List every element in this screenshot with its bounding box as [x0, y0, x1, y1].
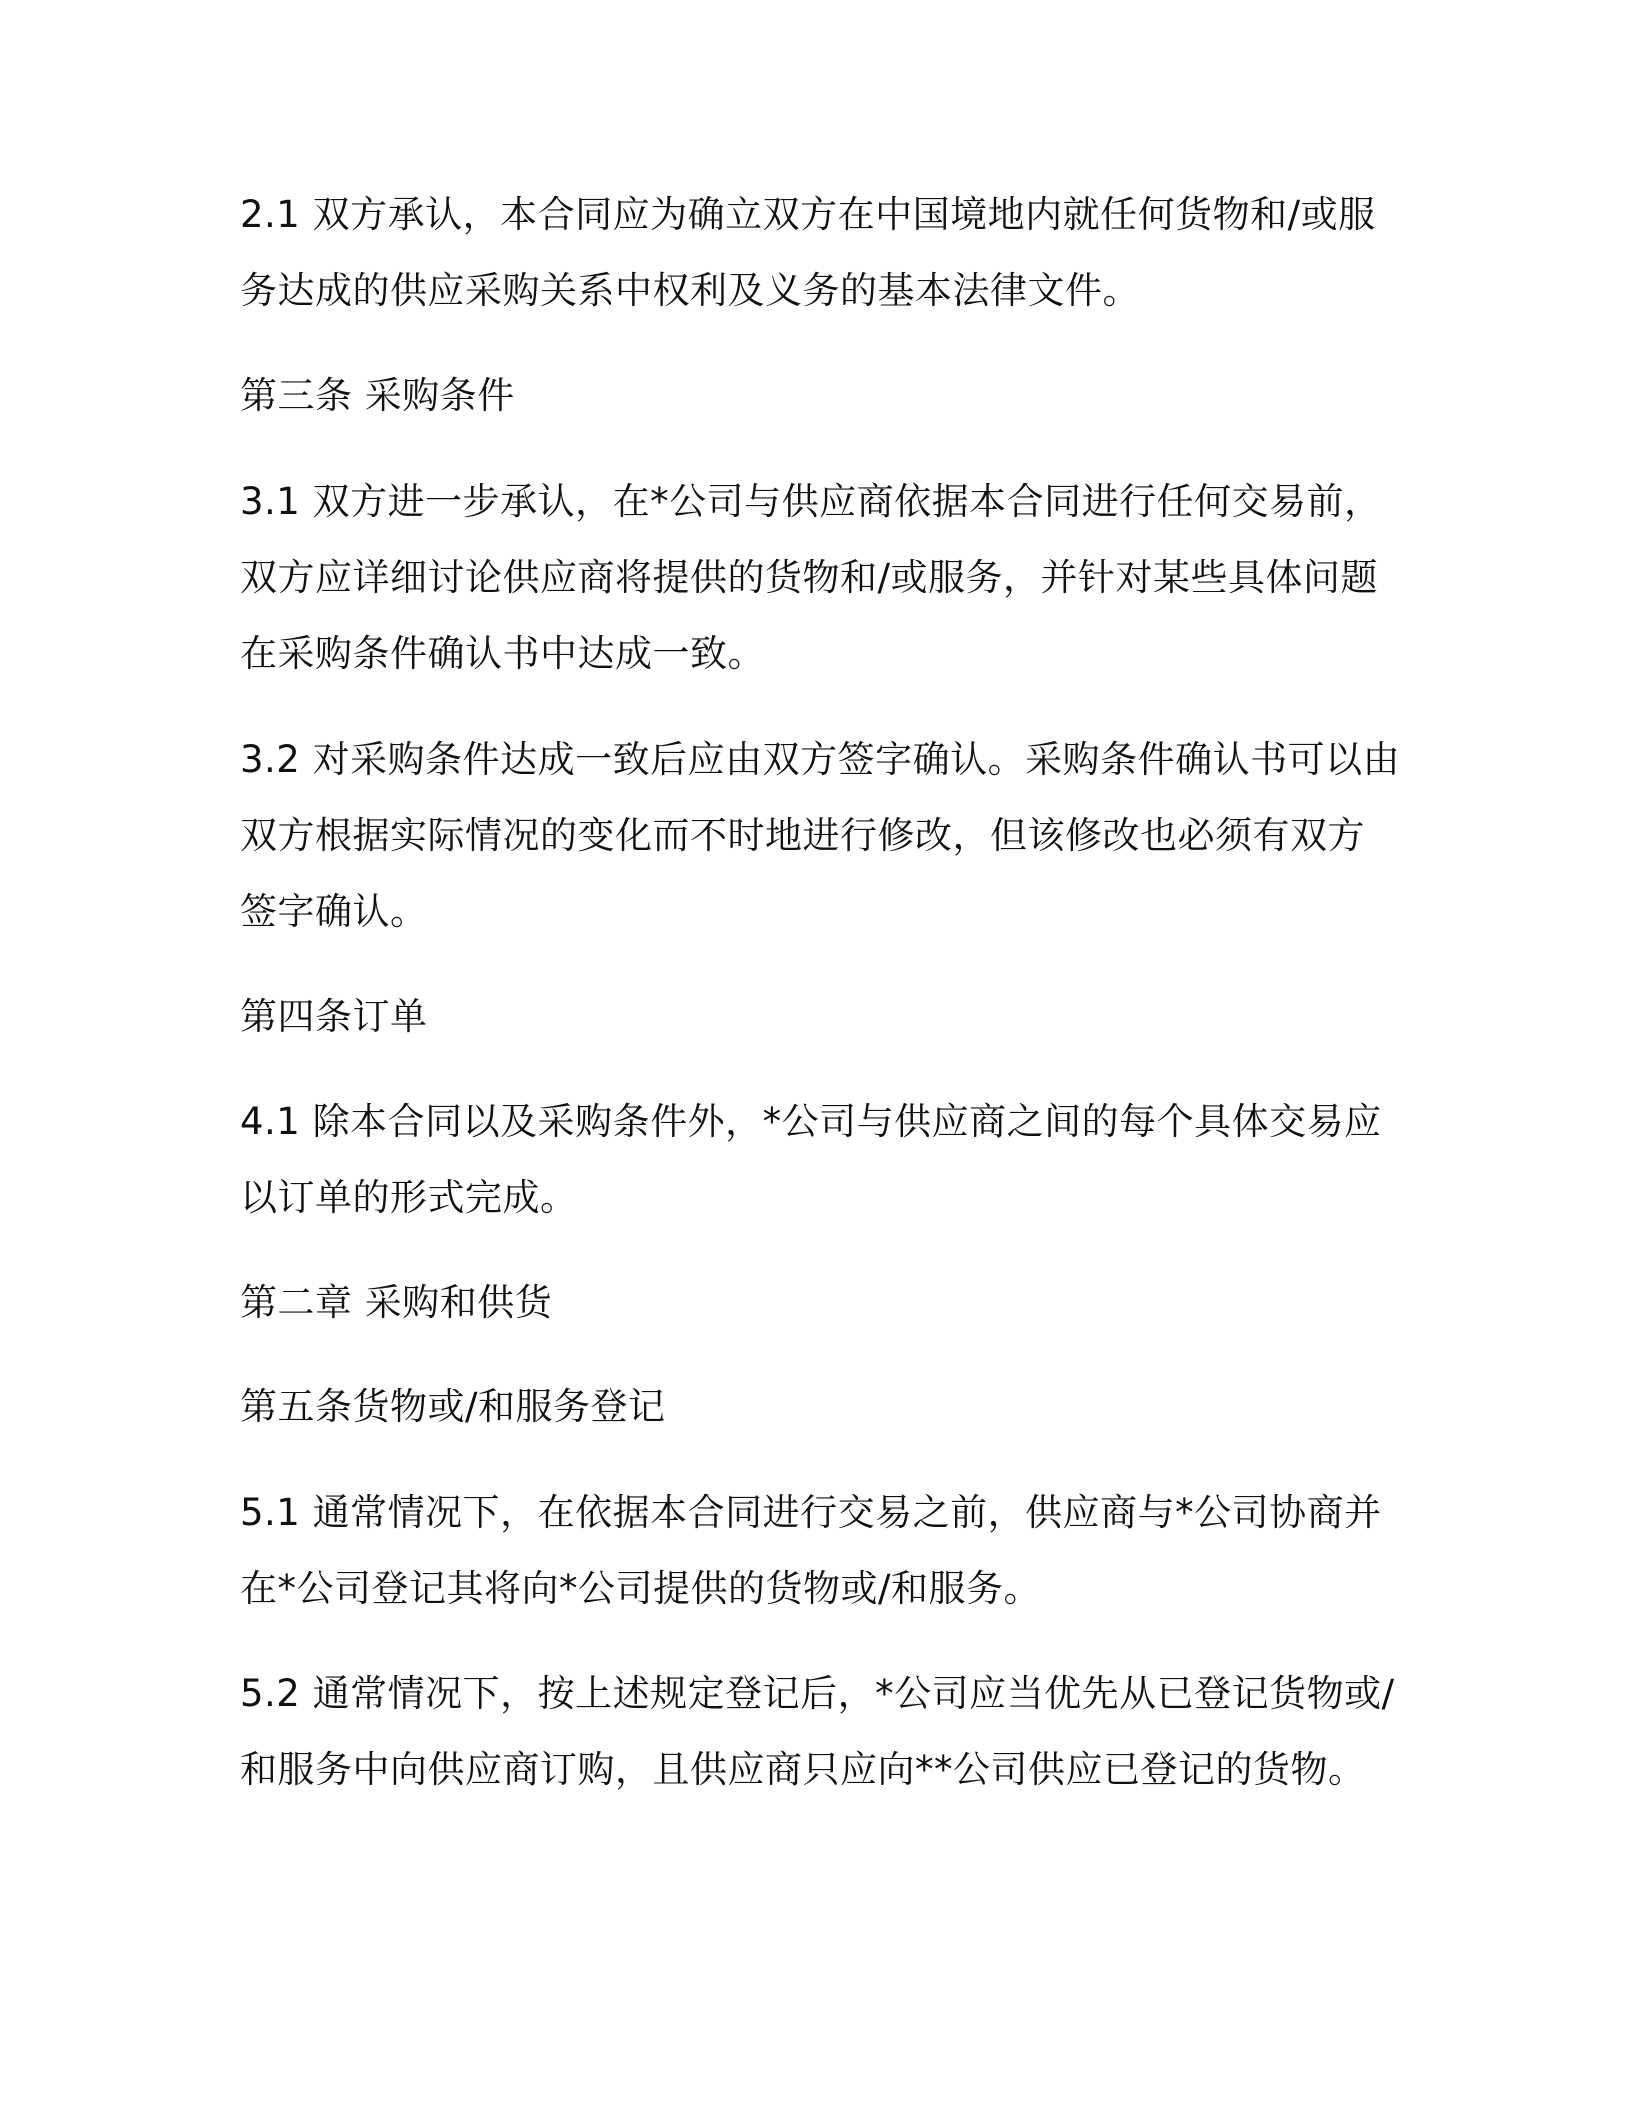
clause-4-1-line-1: 4.1 除本合同以及采购条件外，*公司与供应商之间的每个具体交易应	[240, 1100, 1382, 1143]
clause-3-1-line-2: 双方应详细讨论供应商将提供的货物和/或服务，并针对某些具体问题	[240, 556, 1378, 599]
clause-5-1-line-2: 在*公司登记其将向*公司提供的货物或/和服务。	[240, 1567, 1041, 1610]
article-5-heading: 第五条货物或/和服务登记	[240, 1385, 666, 1428]
clause-3-1-line-1: 3.1 双方进一步承认，在*公司与供应商依据本合同进行任何交易前，	[240, 480, 1382, 523]
clause-2-1-line-2: 务达成的供应采购关系中权利及义务的基本法律文件。	[240, 269, 1140, 312]
clause-5-1-line-1: 5.1 通常情况下，在依据本合同进行交易之前，供应商与*公司协商并	[240, 1491, 1382, 1534]
clause-5-2-line-2: 和服务中向供应商订购，且供应商只应向**公司供应已登记的货物。	[240, 1748, 1366, 1791]
chapter-2-heading: 第二章 采购和供货	[240, 1281, 553, 1324]
clause-5-2-line-1: 5.2 通常情况下，按上述规定登记后，*公司应当优先从已登记货物或/	[240, 1672, 1395, 1715]
clause-2-1-line-1: 2.1 双方承认，本合同应为确立双方在中国境地内就任何货物和/或服	[240, 193, 1376, 236]
clause-3-2-line-3: 签字确认。	[240, 890, 428, 933]
article-3-heading: 第三条 采购条件	[240, 374, 515, 417]
article-4-heading: 第四条订单	[240, 995, 428, 1038]
clause-3-2-line-2: 双方根据实际情况的变化而不时地进行修改，但该修改也必须有双方	[240, 814, 1365, 857]
clause-3-2-line-1: 3.2 对采购条件达成一致后应由双方签字确认。采购条件确认书可以由	[240, 738, 1401, 781]
clause-4-1-line-2: 以订单的形式完成。	[240, 1176, 578, 1219]
clause-3-1-line-3: 在采购条件确认书中达成一致。	[240, 632, 765, 675]
